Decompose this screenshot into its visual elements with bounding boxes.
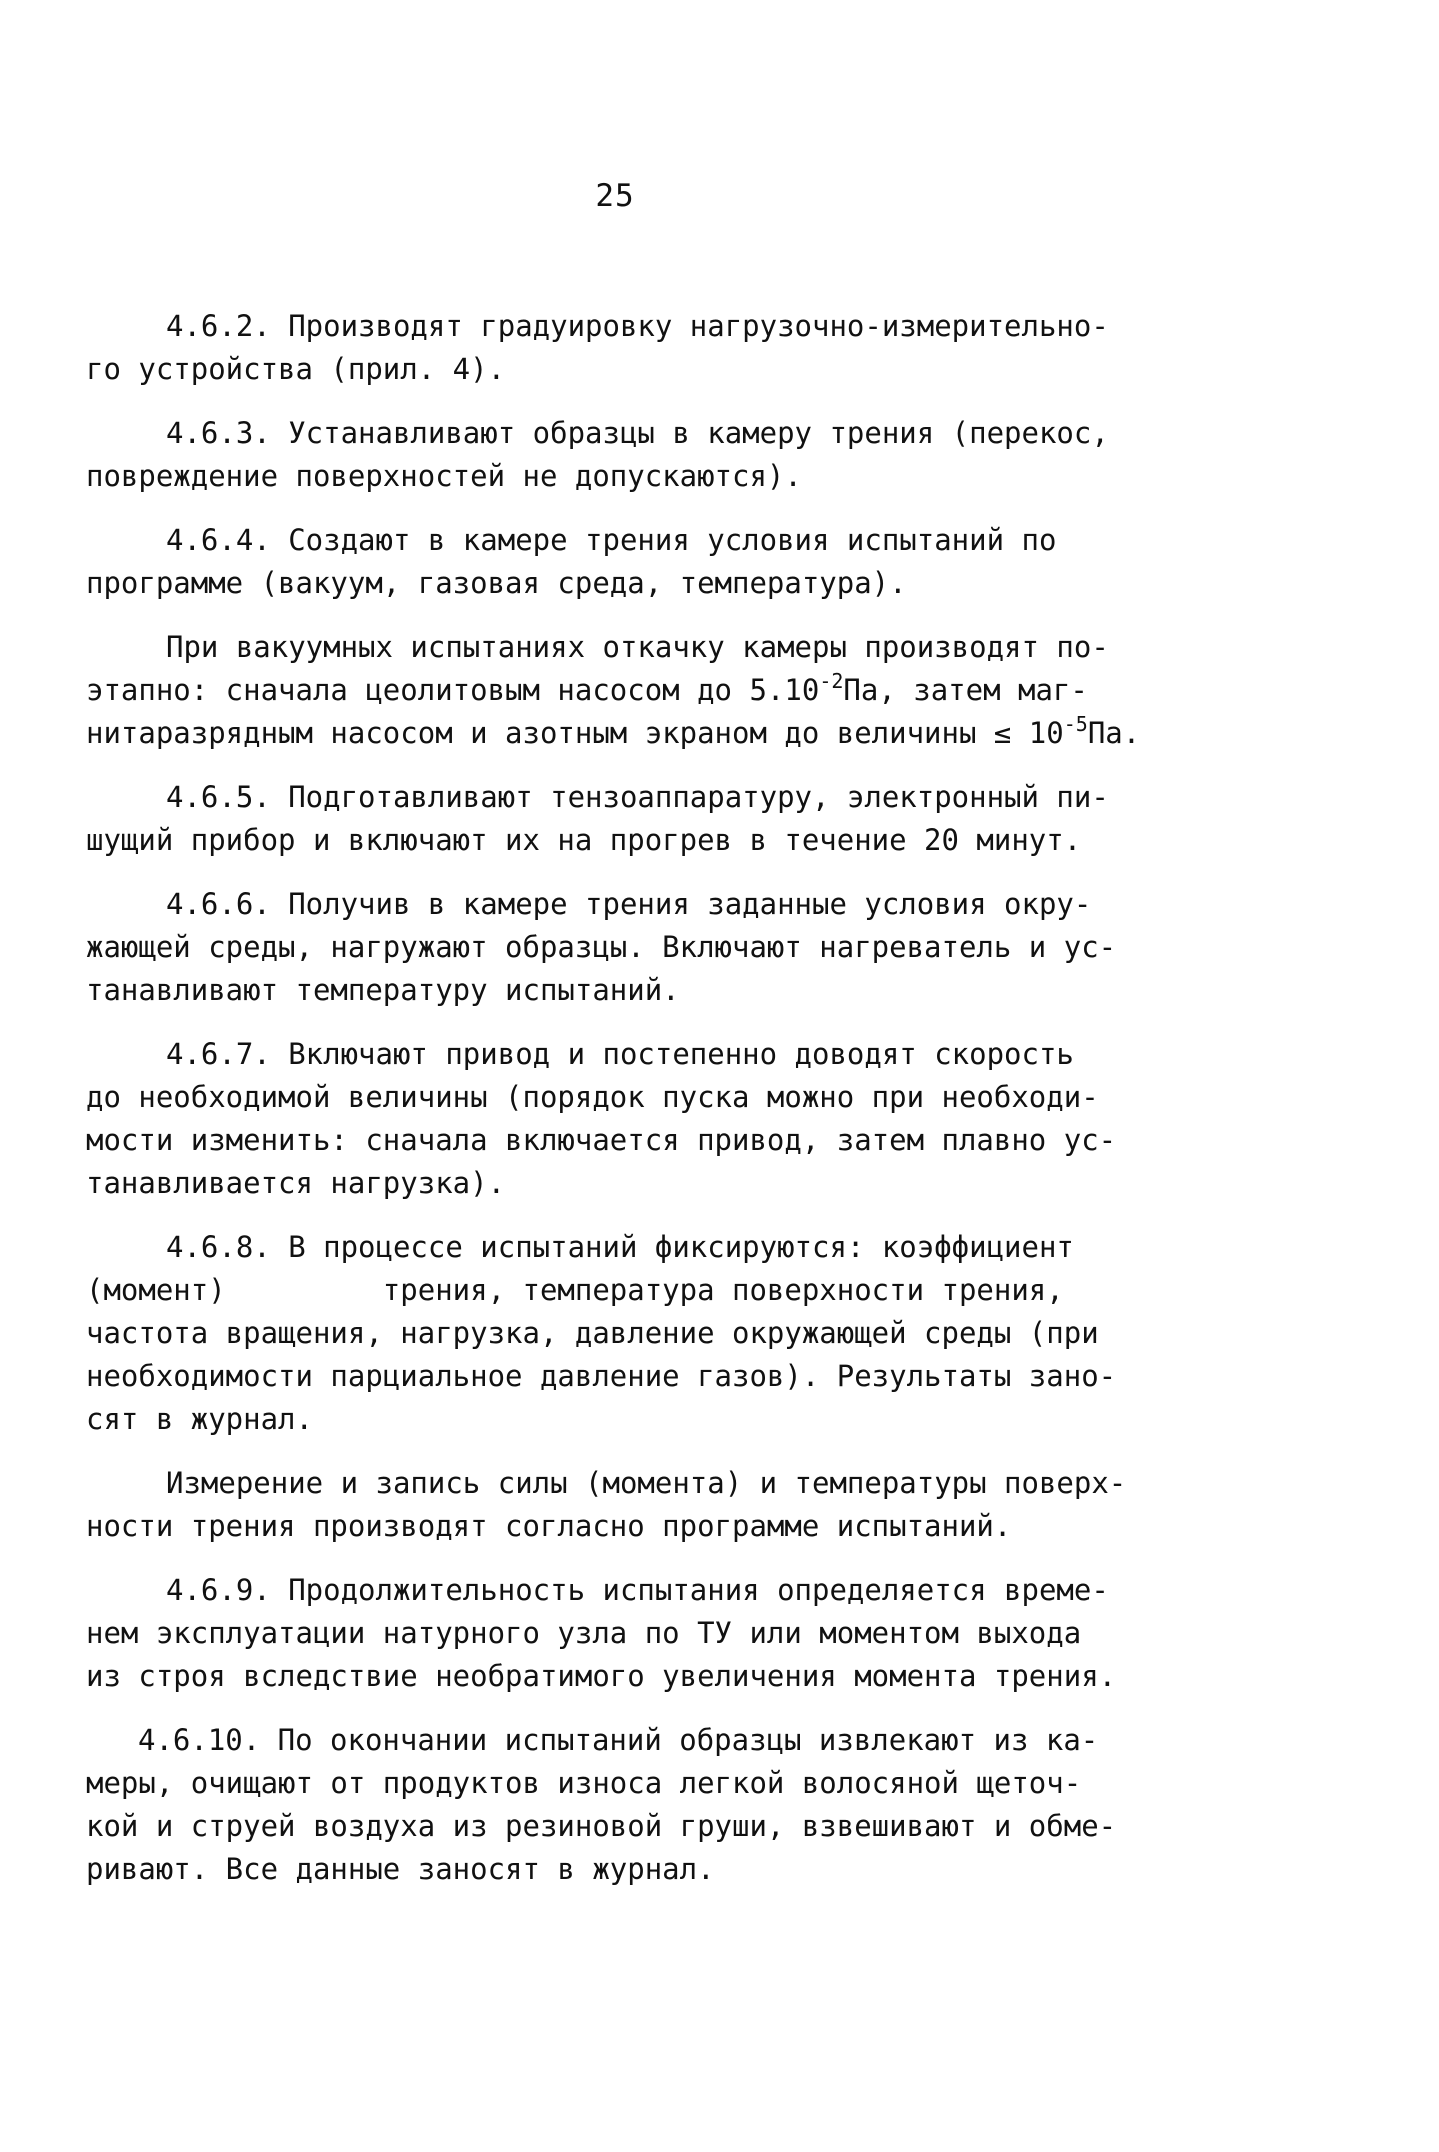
text-line: 4.6.2. Производят градуировку нагрузочно-измерительно-	[166, 309, 1109, 343]
paragraph-4-6-4	[86, 519, 1186, 605]
text-line: кой и струей воздуха из резиновой груши, взвешивают и обме-	[86, 1809, 1117, 1843]
paragraph-4-6-9	[86, 1569, 1186, 1698]
text-segment: Па.	[1087, 716, 1141, 750]
text-line: го устройства (прил. 4).	[86, 352, 506, 386]
text-line: сят в журнал.	[86, 1402, 313, 1436]
text-segment: Па, затем маг-	[843, 673, 1088, 707]
paragraph-4-6-7	[86, 1033, 1186, 1205]
text-line: 4.6.6. Получив в камере трения заданные условия окру-	[166, 887, 1092, 921]
text-line: частота вращения, нагрузка, давление окружающей среды (при	[86, 1316, 1099, 1350]
text-line	[86, 669, 1186, 712]
text-segment: этапно: сначала цеолитовым насосом до 5.10	[86, 673, 820, 707]
text-line: меры, очищают от продуктов износа легкой волосяной щеточ-	[86, 1766, 1082, 1800]
text-line: 4.6.5. Подготавливают тензоаппаратуру, электронный пи-	[166, 780, 1109, 814]
paragraph-4-6-5	[86, 776, 1186, 862]
text-line: жающей среды, нагружают образцы. Включают нагреватель и ус-	[86, 930, 1117, 964]
exponent: -2	[819, 669, 844, 693]
text-line: 4.6.9. Продолжительность испытания определяется време-	[166, 1573, 1109, 1607]
text-line: Измерение и запись силы (момента) и температуры поверх-	[166, 1466, 1127, 1500]
text-line	[86, 712, 1186, 755]
text-line: ривают. Все данные заносят в журнал.	[86, 1852, 715, 1886]
text-line: танавливают температуру испытаний.	[86, 973, 680, 1007]
paragraph-measurement	[86, 1462, 1186, 1548]
paragraph-4-6-6	[86, 883, 1186, 1012]
document-body	[86, 305, 1186, 1912]
text-line: повреждение поверхностей не допускаются).	[86, 459, 802, 493]
text-line: до необходимой величины (порядок пуска можно при необходи-	[86, 1080, 1099, 1114]
text-line: (момент) трения, температура поверхности трения,	[86, 1273, 1064, 1307]
text-line: 4.6.7. Включают привод и постепенно доводят скорость	[166, 1037, 1074, 1071]
text-line: шущий прибор и включают их на прогрев в течение 20 минут.	[86, 823, 1082, 857]
text-line: 4.6.4. Создают в камере трения условия испытаний по	[166, 523, 1057, 557]
paragraph-4-6-3	[86, 412, 1186, 498]
text-line: программе (вакуум, газовая среда, температура).	[86, 566, 907, 600]
text-line: При вакуумных испытаниях откачку камеры производят по-	[166, 630, 1109, 664]
text-line: нем эксплуатации натурного узла по ТУ или моментом выхода	[86, 1616, 1082, 1650]
paragraph-4-6-8	[86, 1226, 1186, 1441]
text-line: 4.6.3. Устанавливают образцы в камеру трения (перекос,	[166, 416, 1109, 450]
text-line: 4.6.8. В процессе испытаний фиксируются: коэффициент	[166, 1230, 1074, 1264]
exponent: -5	[1063, 712, 1088, 736]
text-line: танавливается нагрузка).	[86, 1166, 506, 1200]
text-line: 4.6.10. По окончании испытаний образцы извлекают из ка-	[138, 1723, 1099, 1757]
paragraph-vacuum-tests	[86, 626, 1186, 755]
paragraph-4-6-10	[86, 1719, 1186, 1891]
text-line: необходимости парциальное давление газов). Результаты зано-	[86, 1359, 1117, 1393]
text-line: ности трения производят согласно программе испытаний.	[86, 1509, 1012, 1543]
text-line: из строя вследствие необратимого увеличения момента трения.	[86, 1659, 1117, 1693]
paragraph-4-6-2	[86, 305, 1186, 391]
page-number: 25	[595, 178, 635, 214]
text-segment: нитаразрядным насосом и азотным экраном до величины ≤ 10	[86, 716, 1064, 750]
text-line: мости изменить: сначала включается привод, затем плавно ус-	[86, 1123, 1117, 1157]
